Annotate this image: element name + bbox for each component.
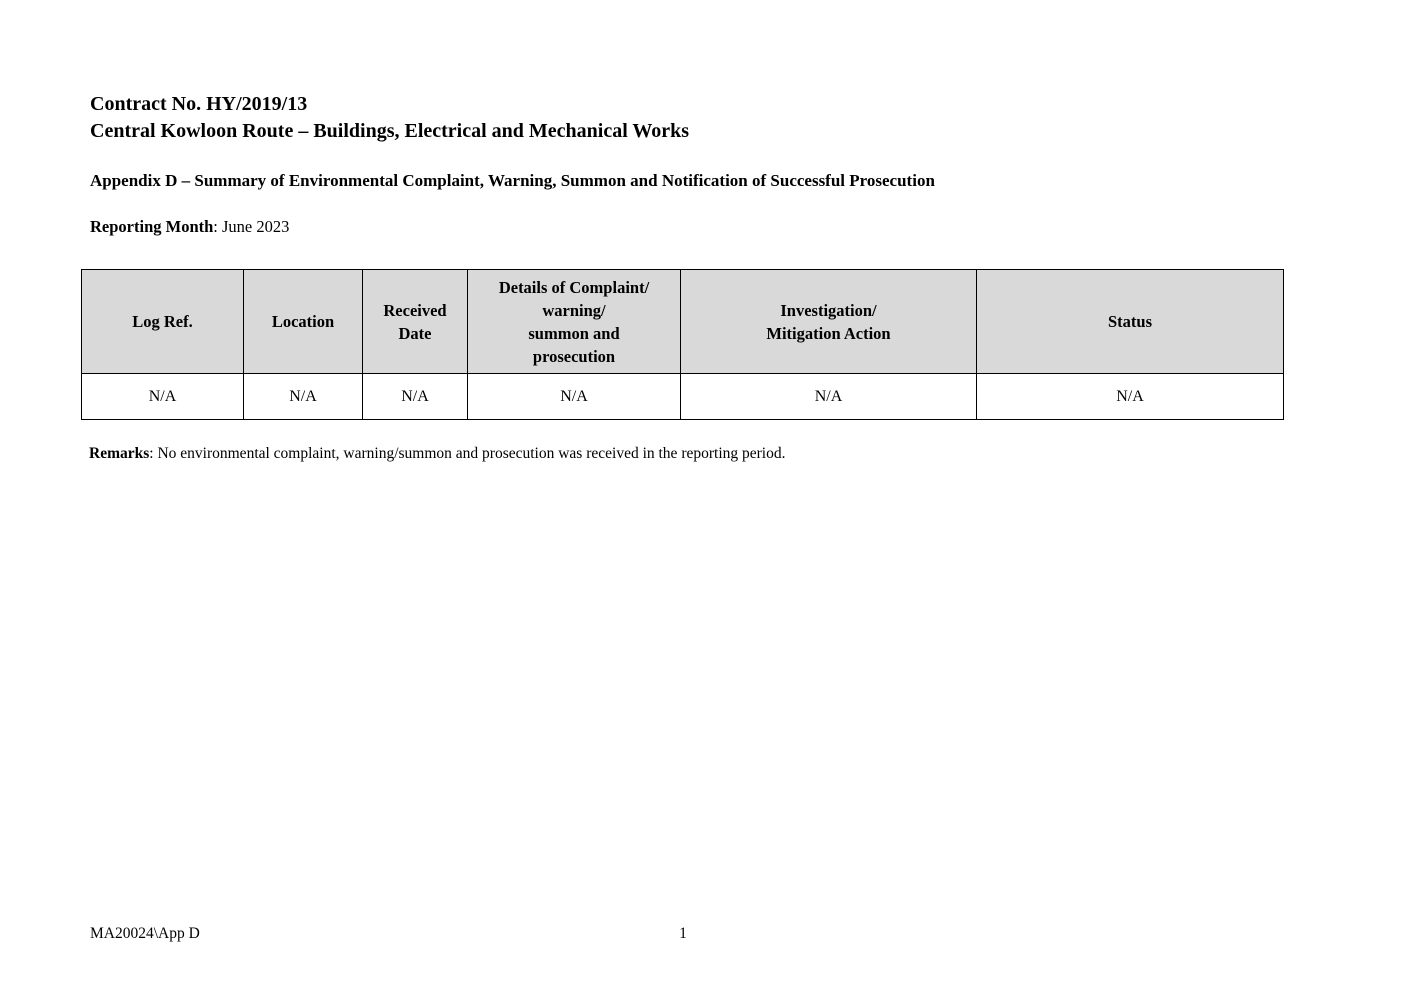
table-header-cell: Log Ref. xyxy=(82,270,244,374)
remarks-label: Remarks xyxy=(89,445,150,462)
table-header-row xyxy=(82,270,1284,374)
table-header-cell: Details of Complaint/ warning/ summon and prosecution xyxy=(468,270,681,374)
table-header-cell: Investigation/ Mitigation Action xyxy=(681,270,977,374)
table-cell: N/A xyxy=(363,374,468,420)
table-body xyxy=(82,374,1284,420)
reporting-month-label: Reporting Month xyxy=(90,217,214,236)
reporting-month-line xyxy=(90,216,1293,238)
contract-number-title: Contract No. HY/2019/13 xyxy=(90,93,308,115)
appendix-heading: Appendix D – Summary of Environmental Complaint, Warning, Summon and Notification of Successful Prosecution xyxy=(90,171,935,190)
table-cell: N/A xyxy=(244,374,363,420)
table-header-cell: Status xyxy=(977,270,1284,374)
complaint-summary-table xyxy=(81,269,1284,420)
table-header-cell: Received Date xyxy=(363,270,468,374)
table-cell: N/A xyxy=(82,374,244,420)
remarks-text: : No environmental complaint, warning/summon and prosecution was received in the reporting period. xyxy=(149,445,786,462)
document-content xyxy=(90,0,1293,464)
table-cell: N/A xyxy=(468,374,681,420)
table-row xyxy=(82,374,1284,420)
table-cell: N/A xyxy=(681,374,977,420)
title-block xyxy=(90,91,1293,145)
contract-name-title: Central Kowloon Route – Buildings, Electrical and Mechanical Works xyxy=(90,120,690,142)
reporting-month-value: : June 2023 xyxy=(213,217,290,236)
footer-page-number: 1 xyxy=(679,925,687,942)
table-header-cell: Location xyxy=(244,270,363,374)
table-cell: N/A xyxy=(977,374,1284,420)
footer-document-reference: MA20024\App D xyxy=(90,925,200,942)
remarks-line xyxy=(89,443,1293,464)
